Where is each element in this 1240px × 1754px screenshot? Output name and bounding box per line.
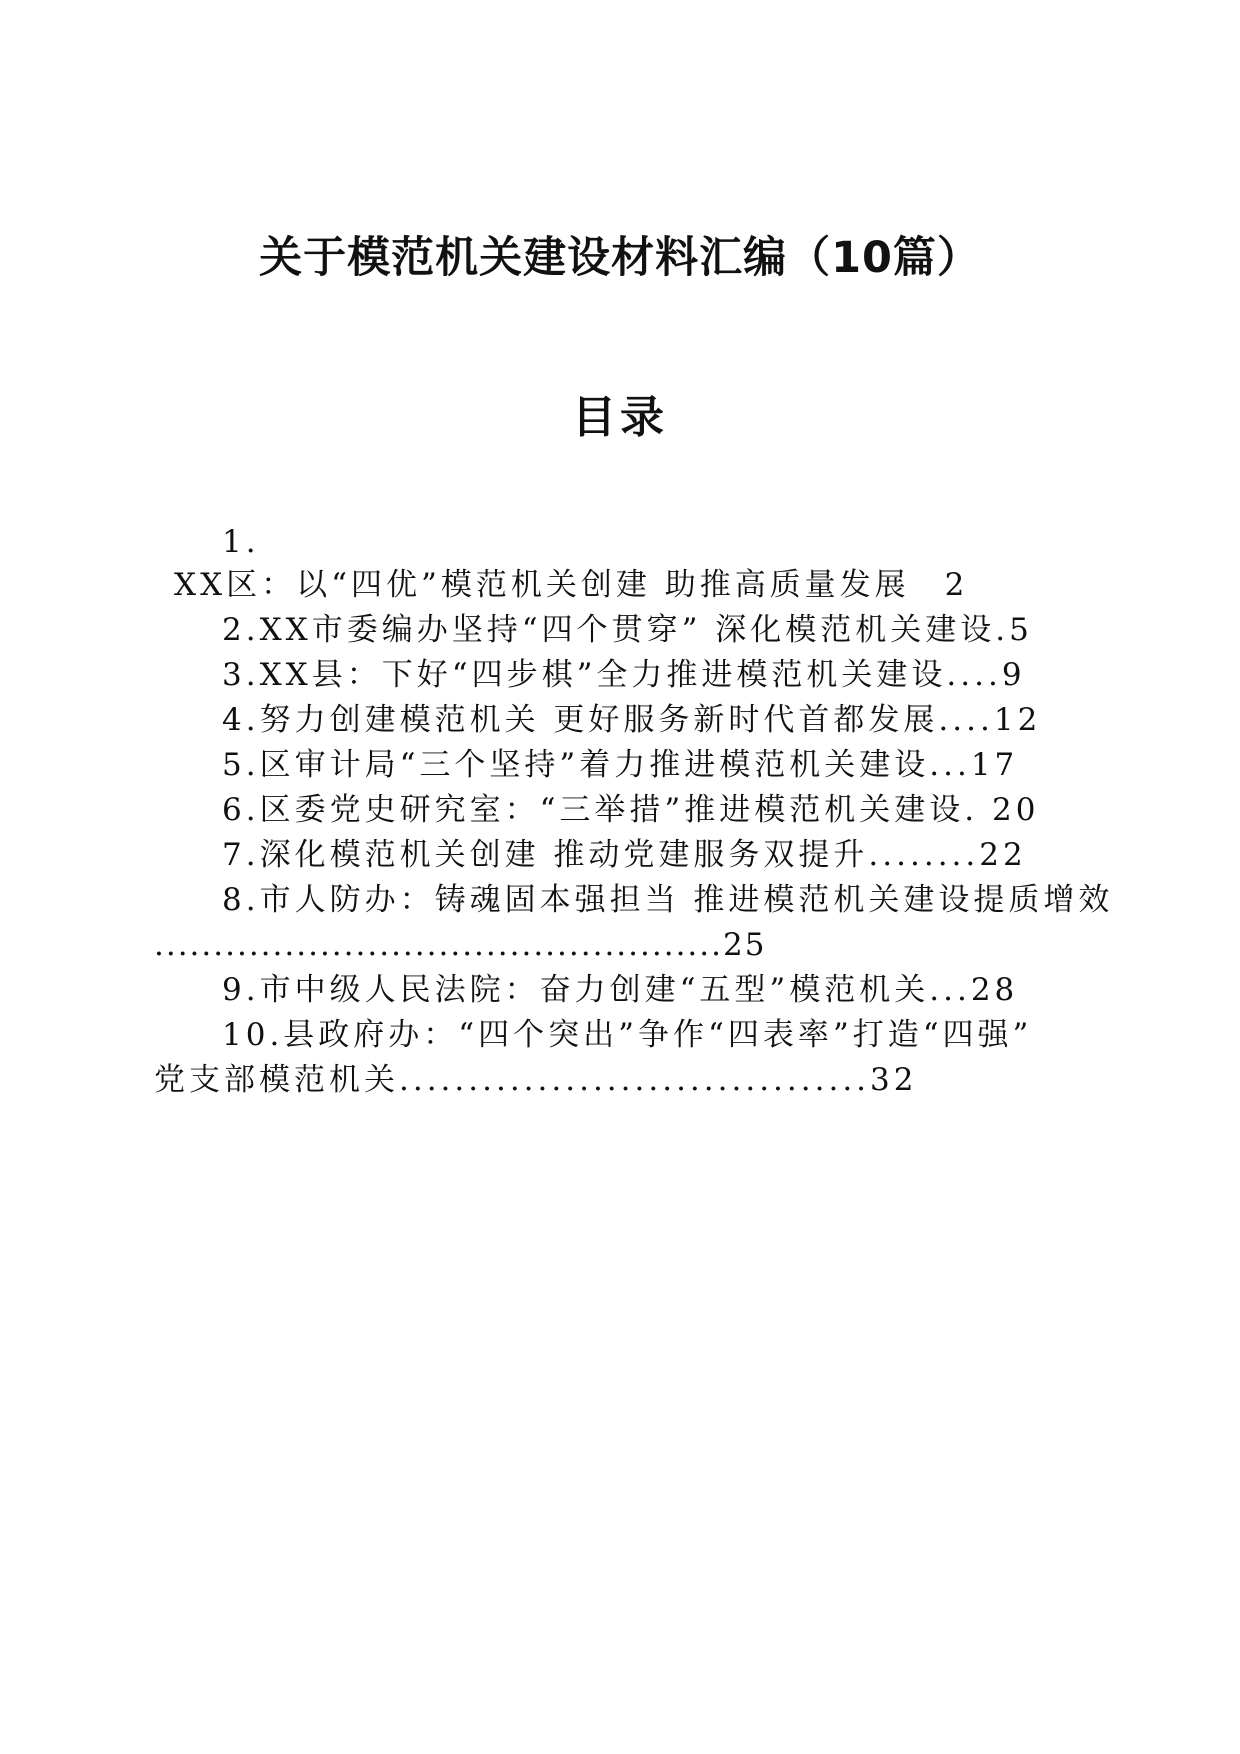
toc-heading: 目录: [572, 392, 668, 443]
toc-entry-4[interactable]: 4.努力创建模范机关 更好服务新时代首都发展....12: [222, 702, 1042, 738]
toc-entry-10-line-1[interactable]: 10.县政府办：“四个突出”争作“四表率”打造“四强”: [222, 1017, 1033, 1053]
toc-entry-9[interactable]: 9.市中级人民法院：奋力创建“五型”模范机关...28: [222, 972, 1019, 1008]
document-title: 关于模范机关建设材料汇编（10篇）: [259, 233, 981, 283]
toc-entry-7[interactable]: 7.深化模范机关创建 推动党建服务双提升........22: [222, 837, 1027, 873]
toc-entry-10-line-2[interactable]: 党支部模范机关..................................32: [154, 1062, 918, 1098]
toc-entry-5[interactable]: 5.区审计局“三个坚持”着力推进模范机关建设...17: [222, 747, 1019, 783]
toc-entry-1-line-1[interactable]: 1.: [222, 524, 260, 560]
toc-entry-6[interactable]: 6.区委党史研究室：“三举措”推进模范机关建设. 20: [222, 792, 1040, 828]
toc-entry-1-line-2[interactable]: XX区：以“四优”模范机关创建 助推高质量发展 2: [174, 567, 969, 603]
toc-entry-2[interactable]: 2.XX市委编办坚持“四个贯穿” 深化模范机关建设.5: [222, 612, 1033, 648]
toc-entry-3[interactable]: 3.XX县：下好“四步棋”全力推进模范机关建设....9: [222, 657, 1026, 693]
toc-entry-8-line-1[interactable]: 8.市人防办：铸魂固本强担当 推进模范机关建设提质增效: [222, 882, 1114, 918]
toc-entry-8-line-2[interactable]: ................................................25: [154, 927, 767, 963]
